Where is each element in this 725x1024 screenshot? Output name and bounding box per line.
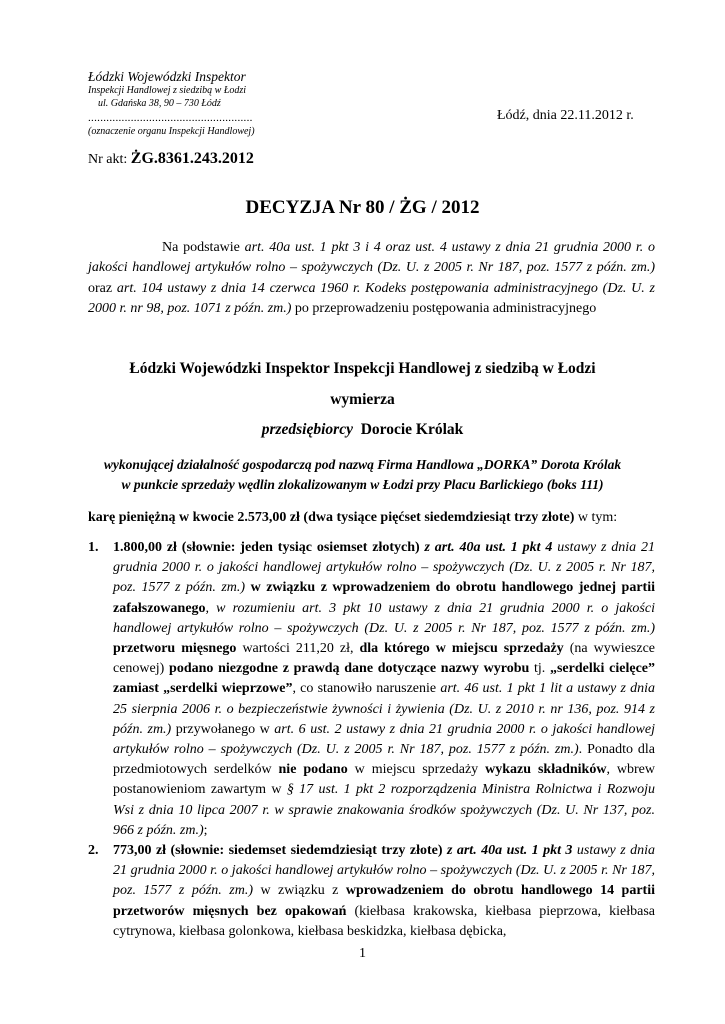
- item-statute: § 17 ust. 1 pkt 2 rozporządzenia Ministra Rolnictwa i Rozwoju Wsi z dnia 10 lipca 2007 r. w sprawie znakowania środków spożywczych (Dz. U. Nr 137, poz. 966 z późn. zm.): [113, 782, 655, 838]
- item-text-bold: w związku z wprowadzeniem do obrotu handlowego jednej partii zafałszowanego: [113, 580, 655, 616]
- organ-name-line2: Inspekcji Handlowej z siedzibą w Łodzi: [88, 85, 247, 96]
- page-number: 1: [359, 946, 366, 961]
- organ-address: ul. Gdańska 38, 90 – 730 Łódź: [98, 98, 221, 109]
- penalty-item-1: [88, 538, 655, 841]
- legal-basis-paragraph: [88, 238, 655, 319]
- decision-title: DECYZJA Nr 80 / ŻG / 2012: [245, 197, 480, 218]
- item-text-bold: wykazu składników: [485, 762, 607, 778]
- activity-description: [0, 455, 725, 495]
- item-text-bold: przetworu mięsnego: [113, 641, 237, 657]
- organ-name-line1: Łódzki Wojewódzki Inspektor: [88, 69, 246, 84]
- penalty-amount: karę pieniężną w kwocie 2.573,00 zł (dwa tysiące pięćset siedemdziesiąt trzy złote): [88, 510, 575, 525]
- intro-text: oraz: [88, 280, 117, 296]
- item-number: 1.: [88, 540, 99, 555]
- item-statute: , w rozumieniu art. 3 pkt 10 ustawy z dnia 21 grudnia 2000 r. o jakości handlowej artykułów rolno – spożywczych (Dz. U. z 2005 r. Nr 187, poz. 1577 z późn. zm.): [113, 600, 655, 636]
- place-and-date: Łódź, dnia 22.11.2012 r.: [497, 108, 634, 123]
- penalty-summary: [88, 508, 655, 528]
- signature-dots: ......................................................: [88, 112, 253, 124]
- activity-line1: wykonującej działalność gospodarczą pod nazwą Firma Handlowa „DORKA” Dorota Królak: [103, 457, 622, 472]
- entrepreneur-label: przedsiębiorcy: [261, 421, 353, 438]
- case-number: [88, 150, 254, 168]
- organ-heading: Łódzki Wojewódzki Inspektor Inspekcji Handlowej z siedzibą w Łodzi: [129, 360, 596, 377]
- item-text: przywołanego w: [171, 721, 275, 737]
- penalty-item-2: [88, 841, 655, 942]
- item-body: [113, 841, 655, 942]
- item-text: (na wywieszce cenowej): [113, 641, 655, 677]
- item-number: 2.: [88, 843, 99, 858]
- item-text-bold: dla którego w miejscu sprzedaży: [359, 641, 564, 657]
- intro-legal-ref-2: art. 104 ustawy z dnia 14 czerwca 1960 r. Kodeks postępowania administracyjnego (Dz. U. z 2000 r. nr 98, poz. 1071 z późn. zm.): [88, 280, 655, 316]
- item-text: tj.: [529, 661, 550, 677]
- item-amount: 1.800,00 zł (słownie: jeden tysiąc osiemset złotych): [113, 540, 425, 555]
- organ-caption: (oznaczenie organu Inspekcji Handlowej): [88, 126, 255, 137]
- entrepreneur-heading: [0, 421, 725, 439]
- item-statute: art. 46 ust. 1 pkt 1 lit a ustawy z dnia 25 sierpnia 2006 r. o bezpieczeństwie żywności i żywienia (Dz. U. z 2010 r. nr 136, poz. 914 z późn. zm.): [113, 681, 655, 737]
- activity-line2: w punkcie sprzedaży wędlin zlokalizowanym w Łodzi przy Placu Barlickiego (boks 111): [121, 477, 604, 492]
- item-text: ;: [203, 822, 208, 838]
- intro-legal-ref-1: art. 40a ust. 1 pkt 3 i 4 oraz ust. 4 ustawy z dnia 21 grudnia 2000 r. o jakości handlowej artykułów rolno – spożywczych (Dz. U. z 2005 r. Nr 187, poz. 1577 z późn. zm.): [88, 240, 655, 276]
- intro-text: Na podstawie: [162, 240, 245, 255]
- item-text: w związku z: [252, 883, 346, 899]
- issuing-organ-block: [88, 69, 255, 138]
- case-number-value: ŻG.8361.243.2012: [130, 150, 254, 167]
- item-text-bold: nie podano: [278, 762, 348, 778]
- item-text: , wbrew postanowieniom zawartym w: [113, 762, 655, 798]
- item-statute: ustawy z dnia 21 grudnia 2000 r. o jakości handlowej artykułów rolno – spożywczych (Dz. U. z 2005 r. Nr 187, poz. 1577 z późn. zm.): [113, 540, 655, 596]
- penalty-suffix: w tym:: [574, 510, 618, 525]
- item-text: wartości 211,20 zł,: [236, 641, 360, 657]
- item-text-bold: wprowadzeniem do obrotu handlowego 14 partii przetworów mięsnych bez opakowań: [113, 883, 655, 919]
- item-statute: art. 6 ust. 2 ustawy z dnia 21 grudnia 2000 r. o jakości handlowej artykułów rolno – spożywczych (Dz. U. z 2005 r. Nr 187, poz. 1577 z późn. zm.): [113, 721, 656, 758]
- case-number-label: Nr akt:: [88, 152, 131, 167]
- item-text: (kiełbasa krakowska, kiełbasa pieprzowa, kiełbasa cytrynowa, kiełbasa golonkowa, kiełbasa beskidzka, kiełbasa dębicka,: [113, 903, 655, 939]
- item-legal-ref: z art. 40a ust. 1 pkt 4: [424, 540, 553, 555]
- item-text: w miejscu sprzedaży: [347, 762, 486, 778]
- item-text-bold: podano niezgodne z prawdą dane dotyczące nazwy wyrobu: [169, 661, 530, 677]
- entrepreneur-name: Dorocie Królak: [360, 421, 464, 438]
- imposes-heading: wymierza: [330, 391, 395, 408]
- item-text: , co stanowiło naruszenie: [292, 681, 441, 697]
- item-text: . Ponadto dla przedmiotowych serdelków: [113, 742, 655, 778]
- item-legal-ref: z art. 40a ust. 1 pkt 3: [446, 843, 573, 858]
- item-statute: ustawy z dnia 21 grudnia 2000 r. o jakości handlowej artykułów rolno – spożywczych (Dz. U. z 2005 r. Nr 187, poz. 1577 z późn. zm.): [113, 843, 655, 899]
- item-text-bold: „serdelki cielęce” zamiast „serdelki wieprzowe”: [113, 661, 655, 697]
- item-amount: 773,00 zł (słownie: siedemset siedemdziesiąt trzy złote): [113, 843, 447, 858]
- item-body: [113, 538, 655, 841]
- intro-text: po przeprowadzeniu postępowania administracyjnego: [291, 300, 597, 316]
